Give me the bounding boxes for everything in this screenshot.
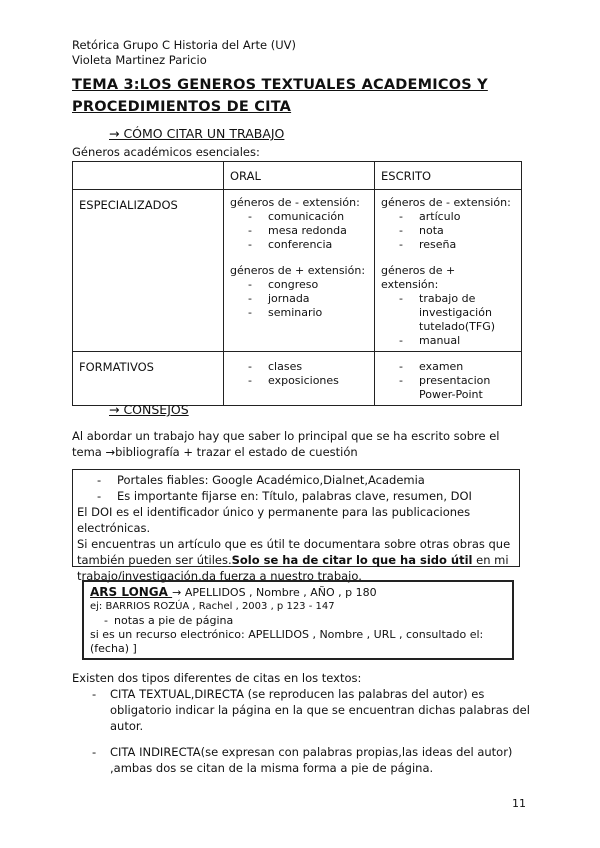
bold-citation-rule: Solo se ha de citar lo que ha sido útil xyxy=(231,553,473,567)
list-item: - conferencia xyxy=(230,238,368,252)
col-header-escrito: ESCRITO xyxy=(375,162,522,190)
citation-format-box xyxy=(82,580,514,660)
citation-types xyxy=(72,670,532,776)
tips-box xyxy=(72,469,520,583)
list-item: - Es importante fijarse en: Título, palabras clave, resumen, DOI xyxy=(77,488,517,504)
list-item: - exposiciones xyxy=(230,374,368,388)
escrito-minus-list xyxy=(381,210,515,252)
citation-types-list xyxy=(72,686,532,776)
section-heading-citar: → CÓMO CITAR UN TRABAJO xyxy=(109,126,285,141)
header-author: Violeta Martinez Paricio xyxy=(72,53,207,67)
row-label-especializados: ESPECIALIZADOS xyxy=(73,190,224,352)
row-label-formativos: FORMATIVOS xyxy=(73,352,224,406)
list-item: - examen xyxy=(381,360,515,374)
ars-longa-label: ARS LONGA xyxy=(90,585,173,599)
escrito-plus-list xyxy=(381,292,515,348)
table-corner xyxy=(73,162,224,190)
col-header-oral: ORAL xyxy=(224,162,375,190)
list-item: - reseña xyxy=(381,238,515,252)
genres-intro: Géneros académicos esenciales: xyxy=(72,145,260,159)
escrito-plus-label: géneros de + extensión: xyxy=(381,264,456,291)
footnote-note: - notas a pie de página xyxy=(104,614,234,627)
escrito-form-list xyxy=(381,360,515,402)
list-item: - seminario xyxy=(230,306,368,320)
oral-plus-label: géneros de + extensión: xyxy=(230,264,366,277)
citation-types-intro: Existen dos tipos diferentes de citas en los textos: xyxy=(72,671,362,685)
list-item: - CITA INDIRECTA(se expresan con palabras propias,las ideas del autor) ,ambas dos se citan de la misma forma a pie de página. xyxy=(72,744,532,776)
cell-escrito-formativos xyxy=(375,352,522,406)
oral-form-list xyxy=(230,360,368,388)
list-item: - nota xyxy=(381,224,515,238)
page-title: TEMA 3:LOS GENEROS TEXTUALES ACADEMICOS Y PROCEDIMIENTOS DE CITA xyxy=(72,77,488,115)
consejos-paragraph: Al abordar un trabajo hay que saber lo principal que se ha escrito sobre el tema →bibliografía + trazar el estado de cuestión xyxy=(72,429,500,459)
list-item: - presentacion Power-Point xyxy=(381,374,497,402)
cell-oral-formativos xyxy=(224,352,375,406)
page-number: 11 xyxy=(512,797,526,810)
tips-list xyxy=(77,472,517,504)
citation-example: ej: BARRIOS ROZÚA , Rachel , 2003 , p 123 - 147 xyxy=(90,601,335,612)
list-item: - manual xyxy=(381,334,515,348)
list-item: - trabajo de investigación tutelado(TFG) xyxy=(381,292,497,334)
list-item: - congreso xyxy=(230,278,368,292)
useful-text: Si encuentras un artículo que es útil te documentara sobre otras obras que también pueden ser útiles.Solo se ha de citar lo que ha sido útil en mi trabajo/investigación,da fuerza a nuestro trabajo. xyxy=(77,537,511,583)
header-course: Retórica Grupo C Historia del Arte (UV) xyxy=(72,38,296,52)
list-item: - clases xyxy=(230,360,368,374)
cell-escrito-especializados xyxy=(375,190,522,352)
oral-minus-list xyxy=(230,210,368,252)
list-item: - mesa redonda xyxy=(230,224,368,238)
electronic-resource-format: si es un recurso electrónico: APELLIDOS , Nombre , URL , consultado el: (fecha) ] xyxy=(90,628,484,655)
list-item: - jornada xyxy=(230,292,368,306)
list-item: - Portales fiables: Google Académico,Dialnet,Academia xyxy=(77,472,517,488)
section-heading-consejos: → CONSEJOS xyxy=(109,402,189,417)
citation-format-line: ARS LONGA → APELLIDOS , Nombre , AÑO , p 180 xyxy=(90,585,377,599)
list-item: - artículo xyxy=(381,210,515,224)
list-item: - comunicación xyxy=(230,210,368,224)
escrito-minus-label: géneros de - extensión: xyxy=(381,196,511,209)
oral-plus-list xyxy=(230,278,368,320)
cell-oral-especializados xyxy=(224,190,375,352)
list-item: - CITA TEXTUAL,DIRECTA (se reproducen las palabras del autor) es obligatorio indicar la página en la que se encuentran dichas palabras del autor. xyxy=(72,686,532,734)
genres-table xyxy=(72,161,522,406)
oral-minus-label: géneros de - extensión: xyxy=(230,196,360,209)
doi-text: El DOI es el identificador único y permanente para las publicaciones electrónicas. xyxy=(77,505,471,535)
